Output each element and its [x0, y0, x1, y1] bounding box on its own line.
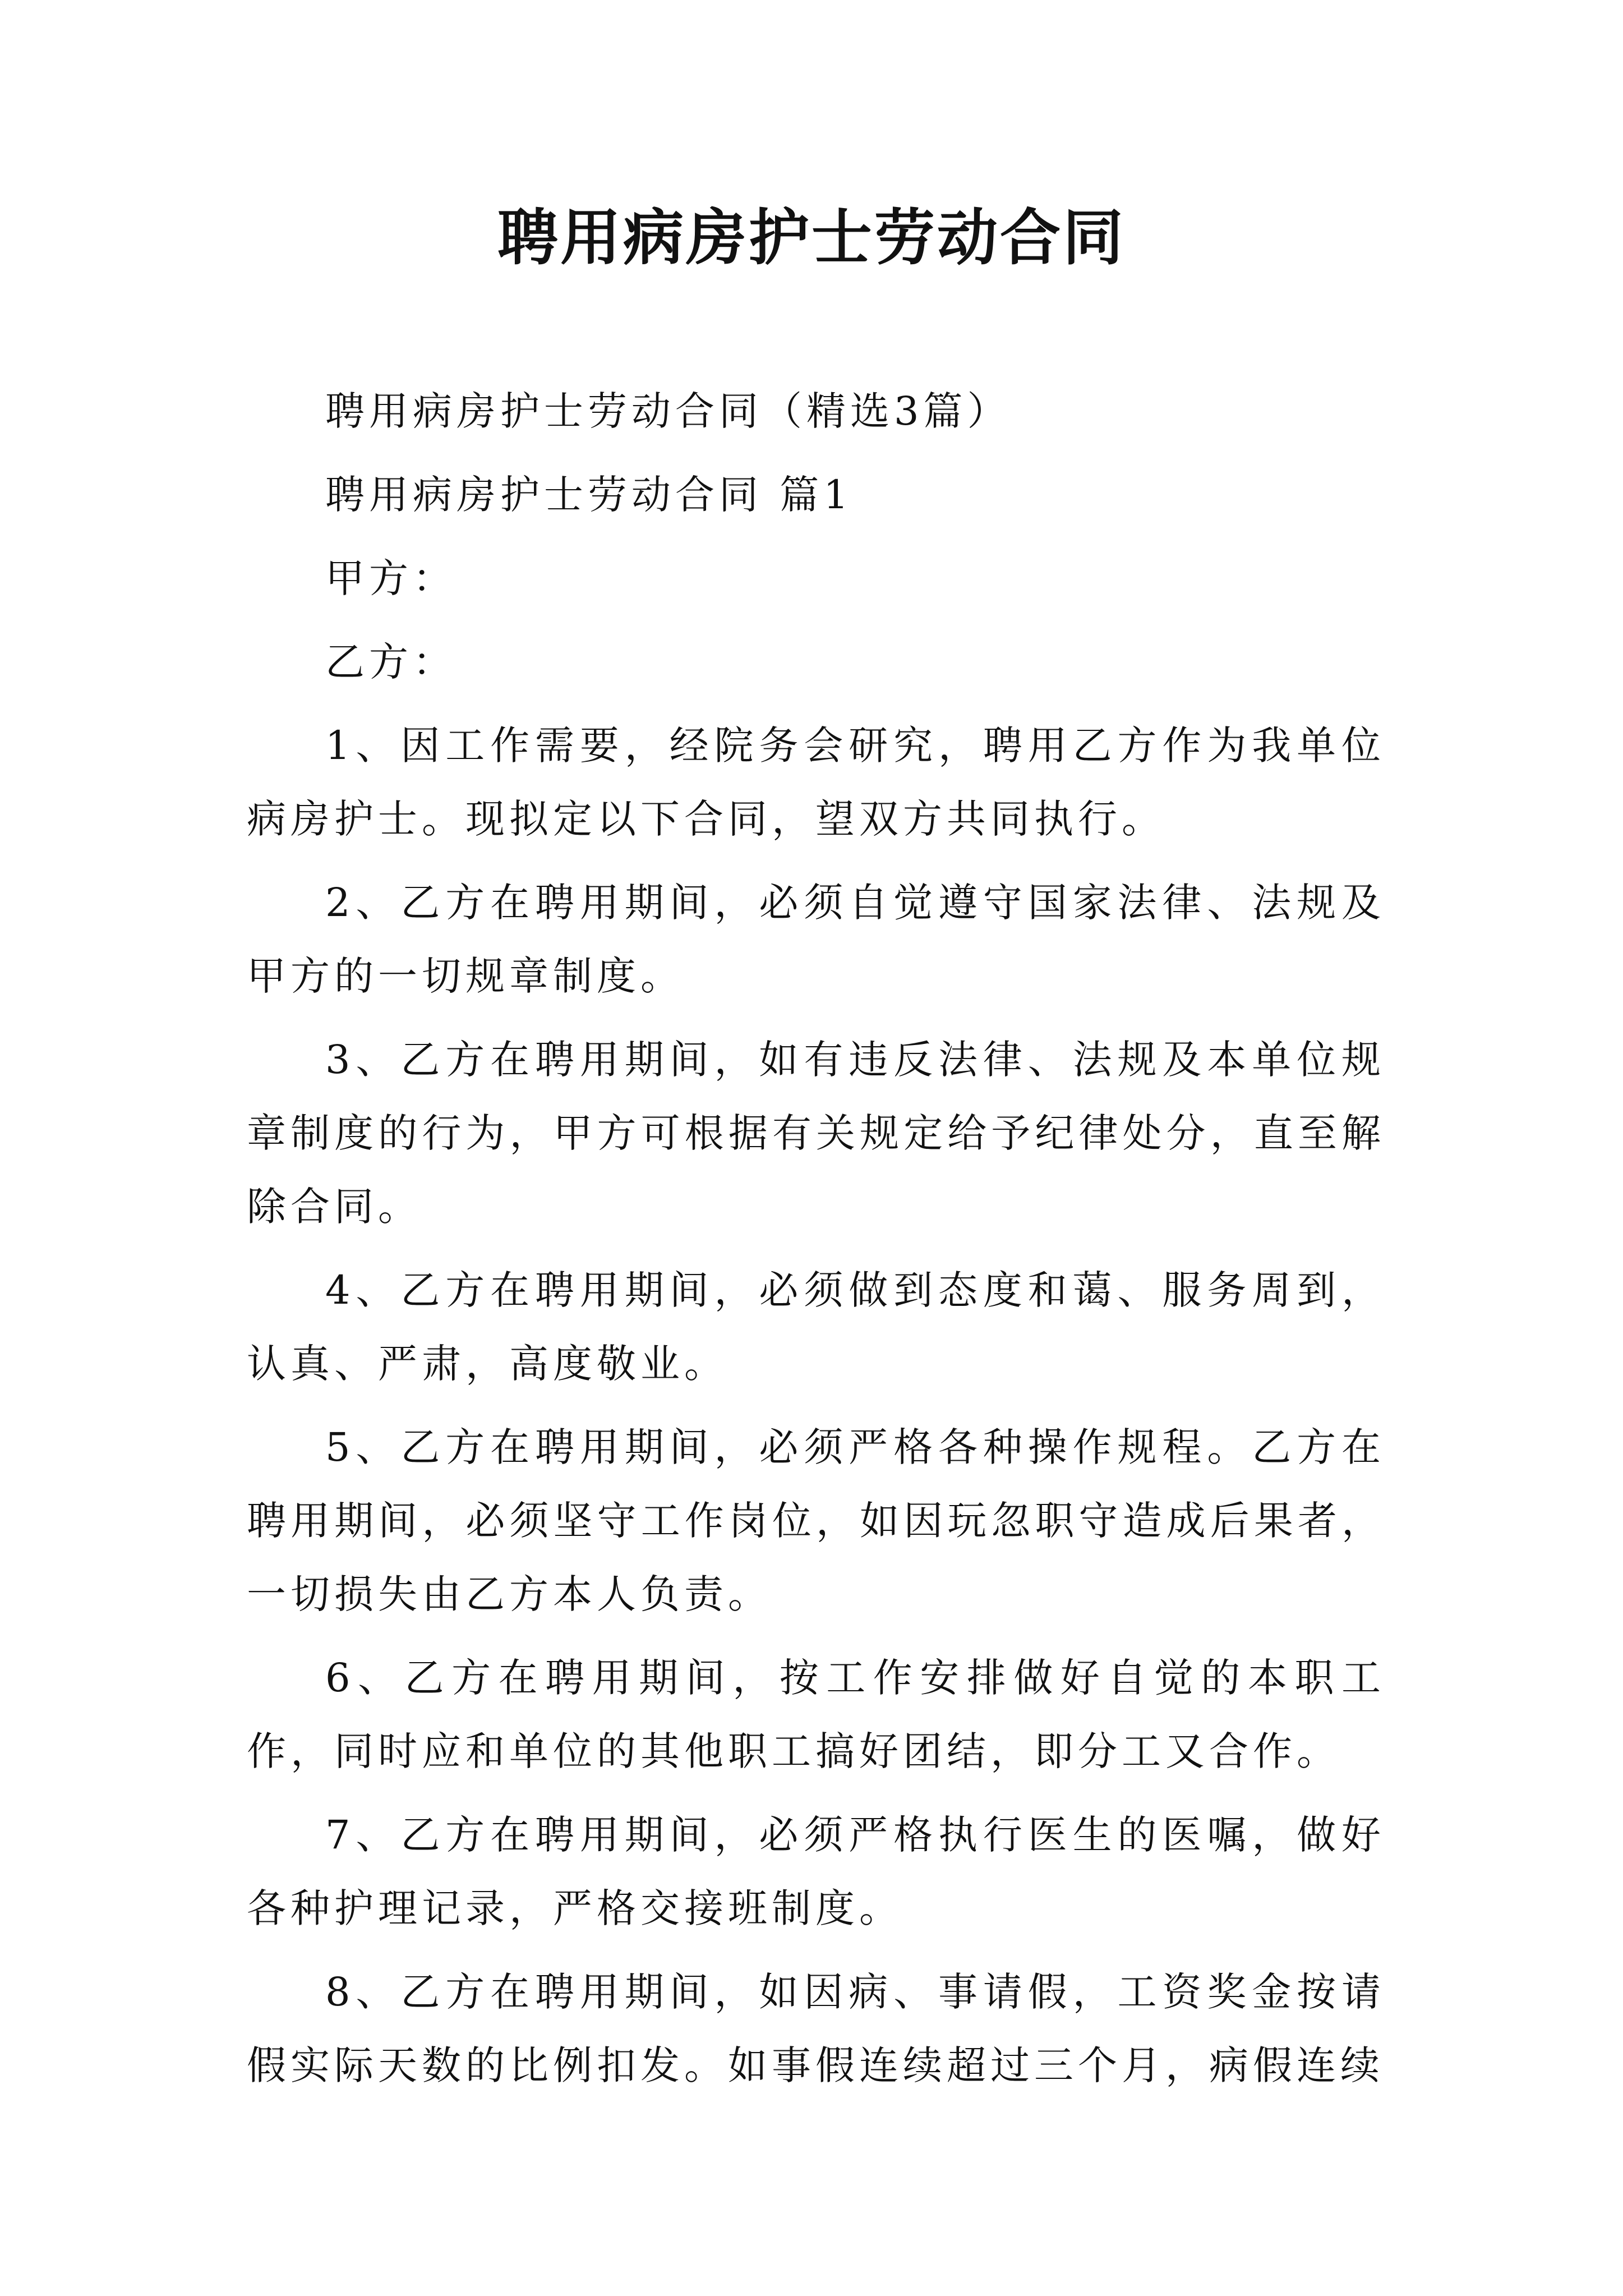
clause-2: 2、乙方在聘用期间，必须自觉遵守国家法律、法规及甲方的一切规章制度。 [247, 880, 1385, 999]
clause-3: 3、乙方在聘用期间，如有违反法律、法规及本单位规章制度的行为，甲方可根据有关规定给予纪律处分，直至解除合同。 [247, 1037, 1385, 1230]
document-title: 聘用病房护士劳动合同 [497, 203, 1126, 273]
clause-6: 6、乙方在聘用期间，按工作安排做好自觉的本职工作，同时应和单位的其他职工搞好团结，即分工又合作。 [247, 1655, 1385, 1774]
clause-5: 5、乙方在聘用期间，必须严格各种操作规程。乙方在聘用期间，必须坚守工作岗位，如因玩忽职守造成后果者，一切损失由乙方本人负责。 [247, 1424, 1385, 1617]
party-a-line: 甲方： [325, 555, 457, 601]
clause-1: 1、因工作需要，经院务会研究，聘用乙方作为我单位病房护士。现拟定以下合同，望双方共同执行。 [247, 723, 1385, 842]
clause-7: 7、乙方在聘用期间，必须严格执行医生的医嘱，做好各种护理记录，严格交接班制度。 [247, 1812, 1385, 1931]
section-heading: 聘用病房护士劳动合同 篇1 [325, 472, 853, 518]
document-body [247, 375, 1385, 2113]
party-b-line: 乙方： [325, 639, 457, 685]
clause-4: 4、乙方在聘用期间，必须做到态度和蔼、服务周到，认真、严肃，高度敬业。 [247, 1267, 1385, 1387]
clause-8: 8、乙方在聘用期间，如因病、事请假，工资奖金按请假实际天数的比例扣发。如事假连续超过三个月，病假连续 [247, 1969, 1385, 2088]
subtitle-paragraph: 聘用病房护士劳动合同（精选3篇） [325, 388, 1011, 434]
